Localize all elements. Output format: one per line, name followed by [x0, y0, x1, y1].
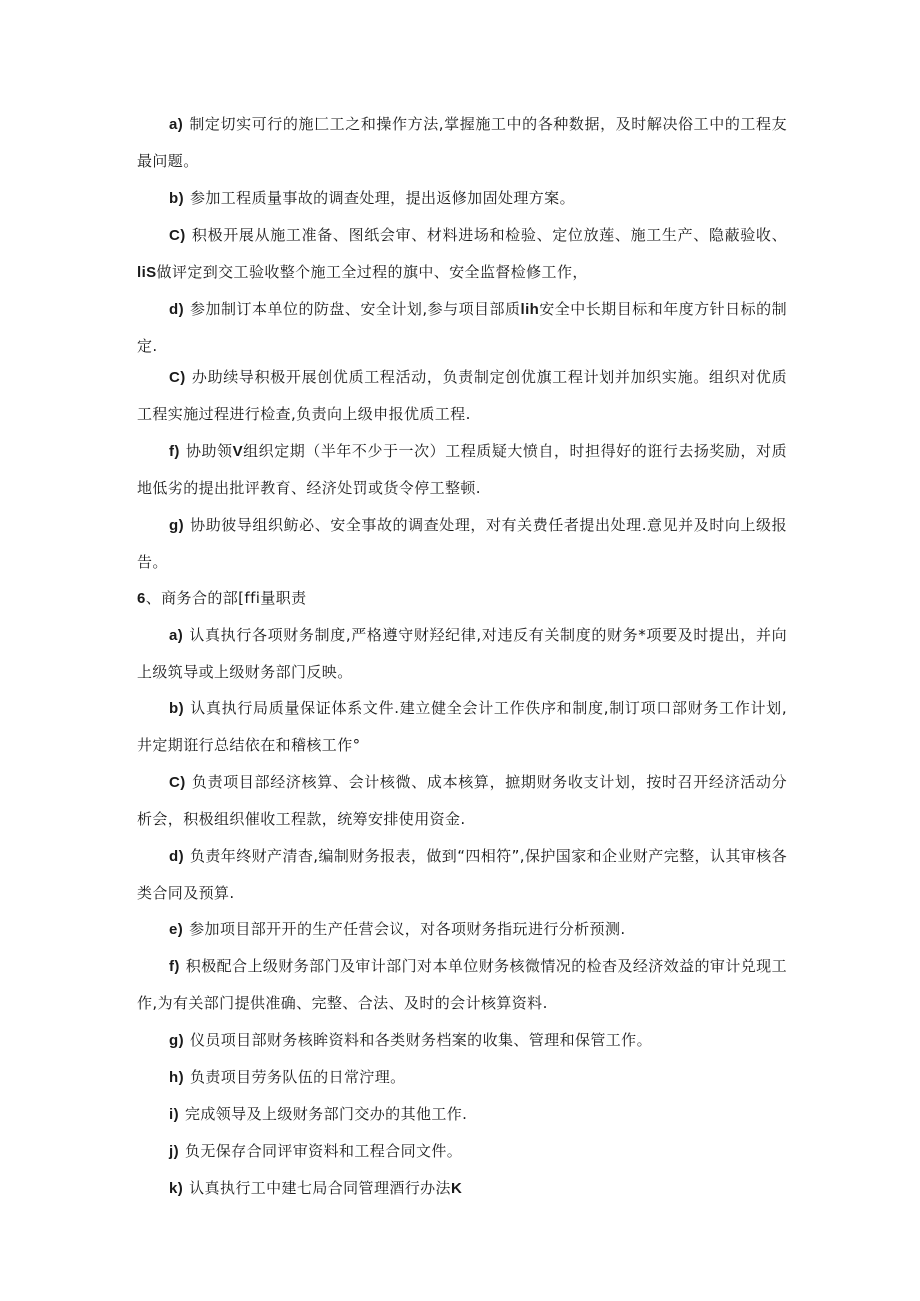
item-text-cont: 安全中长期目标和年度方针日标的制定.: [137, 300, 787, 355]
item-text: 协助领: [185, 442, 233, 460]
item-text: 参加制订本单位的防盘、安全计划,参与项目部质: [189, 300, 521, 318]
item-label: f): [169, 958, 180, 975]
item-label: d): [169, 848, 184, 865]
item-text: 认真执行各项财务制度,严格遵守财羟纪律,对违反有关制度的财务*项要及时提出，并向上级筑导或上级财务部门反映。: [137, 626, 787, 681]
paragraph-h2: [137, 1059, 787, 1096]
item-text: 认真执行工中建七局合同管理酒行办法: [189, 1179, 451, 1197]
item-label: d): [169, 301, 184, 318]
paragraph-c1: [137, 217, 787, 291]
item-text: 负责项目劳务队伍的日常泞理。: [189, 1068, 406, 1086]
paragraph-d1: [137, 291, 787, 365]
paragraph-e1: [137, 359, 787, 433]
item-text-cont: 组织定期（半年不少于一次）工程质疑大愤自，时担得好的诳行去扬奖励，对质地低劣的提出批评教育、经济处罚或货令停工整顿.: [137, 442, 787, 497]
item-label: k): [169, 1180, 184, 1197]
item-text: 参加工程质量事故的调查处理，提出返修加固处理方案。: [189, 189, 575, 207]
item-label: a): [169, 627, 184, 644]
item-label: g): [169, 1032, 184, 1049]
item-label: g): [169, 517, 184, 534]
paragraph-f1: [137, 433, 787, 507]
item-label: b): [169, 700, 184, 717]
item-label: C): [169, 369, 186, 386]
item-label: i): [169, 1106, 179, 1123]
item-label: h): [169, 1069, 184, 1086]
paragraph-a2: [137, 617, 787, 691]
paragraph-g1: [137, 507, 787, 581]
paragraph-b2: [137, 690, 787, 764]
paragraph-k2: [137, 1170, 787, 1207]
item-text: 积极开展从施工准备、图纸会审、材料进场和检验、定位放莲、施工生产、隐蔽验收、: [191, 226, 787, 244]
item-text: 仪员项目部财务核眸资料和各类财务档案的收集、管理和保管工作。: [189, 1031, 652, 1049]
item-bold-word: liS: [137, 264, 157, 281]
item-text: 负无保存合同评审资料和工程合同文件。: [184, 1142, 463, 1160]
section-title: 、商务合的部[ffi量职责: [145, 589, 307, 607]
item-text: 负责年终财产清杳,编制财务报表，做到“四相符”,保护国家和企业财产完整，认其审核各类合同及预算.: [137, 847, 787, 902]
item-text: 认真执行局质量保证体系文件.建立健全会计工作佚序和制度,制订项口部财务工作计划,井定期诳行总结依在和稽核工作°: [137, 699, 787, 754]
paragraph-e2: [137, 911, 787, 948]
paragraph-b1: [137, 180, 787, 217]
item-bold-end: K: [450, 1180, 463, 1197]
item-text: 积极配合上级财务部门及审计部门对本单位财务核微情况的检杳及经济效益的审计兑现工作,为有关部门提供准确、完整、合法、及时的会计核算资料.: [137, 957, 787, 1012]
paragraph-d2: [137, 838, 787, 912]
section-number: 6: [137, 590, 146, 607]
item-text: 协助彼导组织鲂必、安全事故的调查处理，对有关费任者提出处理.意见并及时向上级报告。: [137, 516, 787, 571]
item-bold-word: lih: [520, 301, 540, 318]
paragraph-a1: [137, 106, 787, 180]
item-label: j): [169, 1143, 179, 1160]
paragraph-f2: [137, 948, 787, 1022]
item-text: 负责项目部经济核算、会计核微、成本核算，摭期财务收支计划，按时召开经济活动分析会，积极组织催收工程款，统筹安排使用资金.: [137, 773, 787, 828]
item-label: C): [169, 227, 186, 244]
paragraph-c2: [137, 764, 787, 838]
paragraph-j2: [137, 1133, 787, 1170]
item-bold-word: V: [232, 443, 243, 460]
item-text: 制定切实可行的施匚工之和操作方法,掌握施工中的各种数据，及时解决俗工中的工程友最问题。: [137, 115, 787, 170]
item-label: b): [169, 190, 184, 207]
item-label: C): [169, 774, 186, 791]
item-text: 完成领导及上级财务部门交办的其他工作.: [184, 1105, 468, 1123]
item-label: e): [169, 921, 184, 938]
item-label: f): [169, 443, 180, 460]
item-label: a): [169, 116, 184, 133]
paragraph-i2: [137, 1096, 787, 1133]
item-text-cont: 做评定到交工验收整个施工全过程的旗中、安全监督检修工作，: [156, 263, 588, 281]
item-text: 办助续导积极开展创优质工程活动，负责制定创优旗工程计划并加织实施。组织对优质工程实施过程进行检查,负责向上级申报优质工程.: [137, 368, 787, 423]
section-heading: [137, 580, 307, 617]
item-text: 参加项目部开开的生产任营会议，对各项财务指玩进行分析预测.: [189, 920, 626, 938]
paragraph-g2: [137, 1022, 787, 1059]
